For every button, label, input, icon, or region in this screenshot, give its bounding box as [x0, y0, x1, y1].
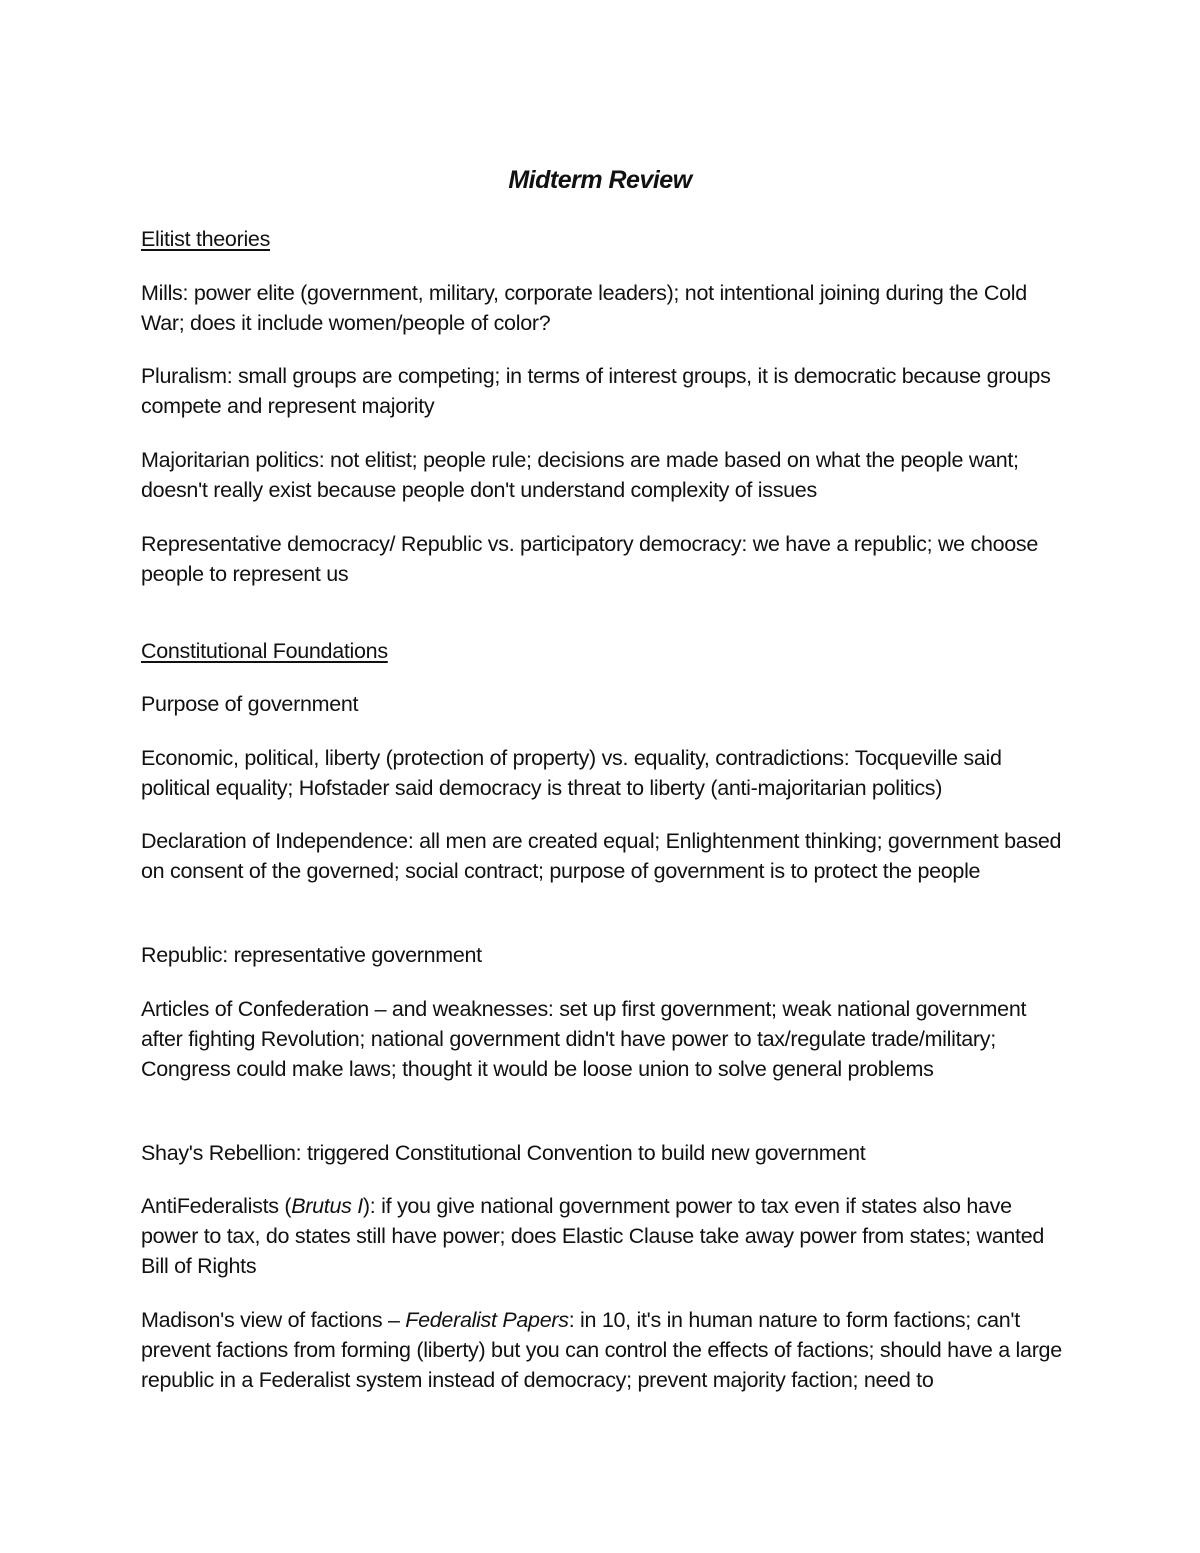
antifed-text-pre: AntiFederalists ( — [141, 1194, 292, 1218]
paragraph-republic: Republic: representative government — [141, 943, 482, 967]
section-heading-elitist: Elitist theories — [141, 227, 271, 251]
paragraph-mills: Mills: power elite (government, military, corporate leaders); not intentional joining during the Cold War; does it include women/people of color? — [141, 281, 1027, 335]
paragraph-antifederalists — [141, 1191, 1071, 1281]
paragraph-articles: Articles of Confederation – and weaknesses: set up first government; weak national government after fighting Revolution; national government didn't have power to tax/regulate trade/military; Congress could make laws; thought it would be loose union to solve general problems — [141, 997, 1027, 1081]
paragraph-purpose: Purpose of government — [141, 692, 359, 716]
paragraph-representative: Representative democracy/ Republic vs. participatory democracy: we have a republic; we choose people to represent us — [141, 532, 1039, 586]
paragraph-pluralism: Pluralism: small groups are competing; in terms of interest groups, it is democratic because groups compete and represent majority — [141, 364, 1051, 418]
madison-text-post: : in 10, it's in human nature to form factions; can't prevent factions from forming (liberty) but you can control the effects of factions; should have a large republic in a Federalist system instead of democracy; prevent majority faction; need to — [141, 1308, 1062, 1392]
paragraph-declaration: Declaration of Independence: all men are created equal; Enlightenment thinking; government based on consent of the governed; social contract; purpose of government is to protect the people — [141, 829, 1062, 883]
paragraph-madison — [141, 1305, 1071, 1395]
paragraph-economic: Economic, political, liberty (protection of property) vs. equality, contradictions: Tocqueville said political equality; Hofstader said democracy is threat to liberty (anti-majoritarian politics) — [141, 746, 1002, 800]
antifed-text-post: ): if you give national government power to tax even if states also have power to tax, do states still have power; does Elastic Clause take away power from states; wanted Bill of Rights — [141, 1194, 1045, 1278]
paragraph-shays: Shay's Rebellion: triggered Constitutional Convention to build new government — [141, 1141, 866, 1165]
madison-text-emphasis: Federalist Papers — [405, 1308, 569, 1332]
page-title: Midterm Review — [508, 166, 692, 194]
madison-text-pre: Madison's view of factions – — [141, 1308, 406, 1332]
section-heading-constitutional: Constitutional Foundations — [141, 639, 388, 663]
paragraph-majoritarian: Majoritarian politics: not elitist; people rule; decisions are made based on what the people want; doesn't really exist because people don't understand complexity of issues — [141, 448, 1019, 502]
antifed-text-emphasis: Brutus I — [291, 1194, 363, 1218]
